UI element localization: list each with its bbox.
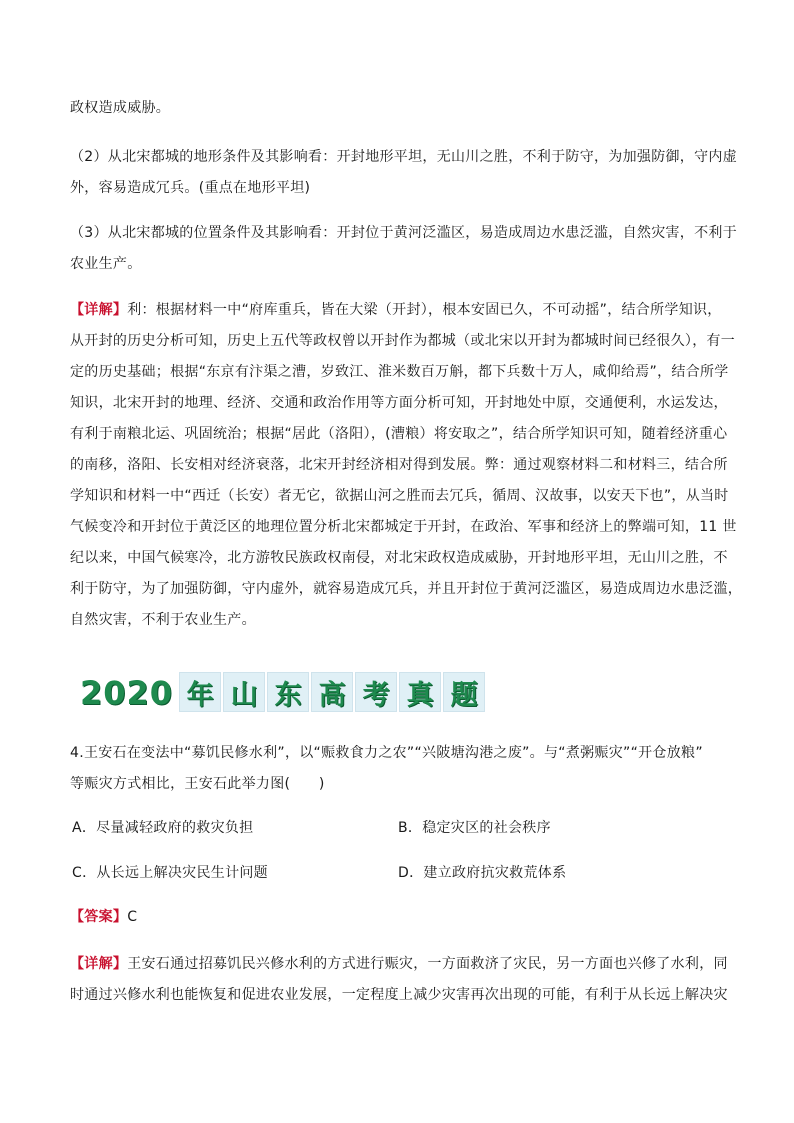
answer-line xyxy=(70,902,730,933)
banner-char: 真 xyxy=(399,672,441,712)
banner-char: 题 xyxy=(443,672,485,712)
question-4-stem xyxy=(70,738,730,800)
banner-year: 2020 xyxy=(80,674,174,712)
banner-char: 考 xyxy=(355,672,397,712)
text-line: 等赈灾方式相比，王安石此举力图( ) xyxy=(70,776,325,792)
text-line: 纪以来，中国气候寒冷，北方游牧民族政权南侵，对北宋政权造成威胁，开封地形平坦，无山川之胜，不 xyxy=(70,550,728,566)
text-line: 外，容易造成冗兵。(重点在地形平坦) xyxy=(70,180,311,196)
banner-char: 高 xyxy=(311,672,353,712)
text-line xyxy=(70,949,730,980)
banner-char: 山 xyxy=(223,672,265,712)
detail-tag: 【详解】 xyxy=(70,302,128,318)
text-line: 利于防守，为了加强防御，守内虚外，就容易造成冗兵，并且开封位于黄河泛滥区，易造成周边水患泛滥， xyxy=(70,581,743,597)
text-line: 农业生产。 xyxy=(70,256,142,272)
text-line: 学知识和材料一中“西迁（长安）者无它，欲据山河之胜而去冗兵，循周、汉故事，以安天下也”，从当时 xyxy=(70,488,729,504)
text-line: （2）从北宋都城的地形条件及其影响看：开封地形平坦，无山川之胜，不利于防守，为加强防御，守内虚 xyxy=(70,149,738,165)
text-line: 的南移，洛阳、长安相对经济衰落，北宋开封经济相对得到发展。弊：通过观察材料二和材料三，结合所 xyxy=(70,457,728,473)
option-b: B．稳定灾区的社会秩序 xyxy=(398,820,551,836)
section-banner xyxy=(80,668,487,712)
point-2-paragraph xyxy=(70,142,738,204)
text-line: 定的历史基础；根据“东京有汴渠之漕，岁致江、淮米数百万斛，都下兵数十万人，咸仰给焉”，结合所学 xyxy=(70,364,729,380)
answer-tag: 【答案】 xyxy=(70,909,128,925)
banner-char: 东 xyxy=(267,672,309,712)
detail-text: 王安石通过招募饥民兴修水利的方式进行赈灾，一方面救济了灾民，另一方面也兴修了水利，同 xyxy=(127,956,728,972)
answer-value: C xyxy=(127,909,138,925)
text-line: 气候变冷和开封位于黄泛区的地理位置分析北宋都城定于开封，在政治、军事和经济上的弊端可知，11 世 xyxy=(70,519,737,535)
top-fragment xyxy=(70,93,730,124)
detail-tag: 【详解】 xyxy=(70,956,128,972)
option-a: A．尽量减轻政府的救灾负担 xyxy=(72,820,254,836)
banner-char: 年 xyxy=(179,672,221,712)
text-line: 政权造成威胁。 xyxy=(70,100,171,116)
point-3-paragraph xyxy=(70,218,738,280)
text-line: 时通过兴修水利也能恢复和促进农业发展，一定程度上减少灾害再次出现的可能，有利于从长远上解决灾 xyxy=(70,987,728,1003)
text-line: 4.王安石在变法中“募饥民修水利”，以“赈救食力之农”“兴陂塘沟港之废”。与“煮粥赈灾”“开仓放粮” xyxy=(70,745,703,761)
text-line: 从开封的历史分析可知，历史上五代等政权曾以开封作为都城（或北宋以开封为都城时间已经很久），有一 xyxy=(70,333,736,349)
text-line: 有利于南粮北运、巩固统治；根据“居此（洛阳），(漕粮）将安取之”，结合所学知识可知，随着经济重心 xyxy=(70,426,728,442)
option-c: C．从长远上解决灾民生计问题 xyxy=(72,865,268,881)
text-line: 自然灾害，不利于农业生产。 xyxy=(70,612,256,628)
text-line xyxy=(70,295,730,326)
text-line: （3）从北宋都城的位置条件及其影响看：开封位于黄河泛滥区，易造成周边水患泛滥，自然灾害，不利于 xyxy=(70,225,738,241)
detail-1-paragraph xyxy=(70,295,743,636)
text-line xyxy=(70,902,730,933)
option-d: D．建立政府抗灾救荒体系 xyxy=(398,865,567,881)
detail-2-paragraph xyxy=(70,949,730,1011)
detail-text: 利：根据材料一中“府库重兵，皆在大梁（开封），根本安固已久，不可动摇”，结合所学知识， xyxy=(127,302,722,318)
text-line: 知识，北宋开封的地理、经济、交通和政治作用等方面分析可知，开封地处中原，交通便利，水运发达， xyxy=(70,395,728,411)
